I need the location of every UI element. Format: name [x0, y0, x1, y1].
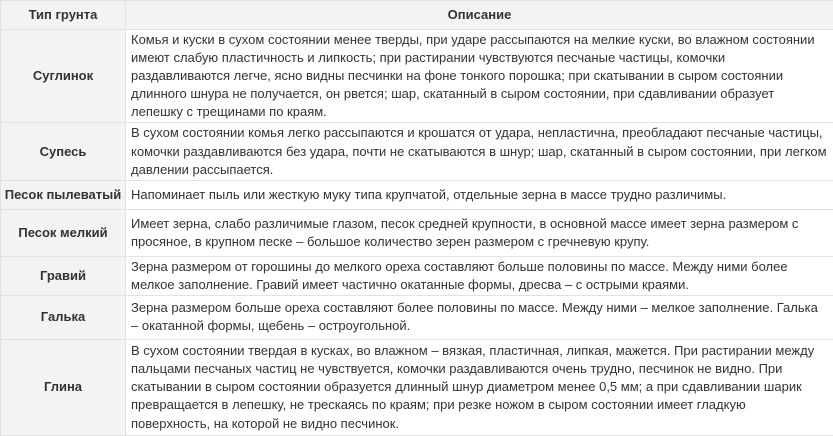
- soil-type-cell: Гравий: [1, 256, 126, 295]
- table-row: [1, 209, 833, 256]
- description-cell: Зерна размером больше ореха составляют более половины по массе. Между ними – мелкое заполнение. Галька – окатанной формы, щебень – остроугольной.: [126, 295, 833, 339]
- description-cell: В сухом состоянии твердая в кусках, во влажном – вязкая, пластичная, липкая, мажется. При растирании между пальцами песчаных частиц не чувствуется, комочки раздавливаются очень трудно, песчинок не видно. При скатывании в сыром состоянии образуется длинный шнур диаметром менее 0,5 мм; а при сдавливании шарик превращается в лепешку, не трескаясь по краям; при резке ножом в сыром состоянии имеет гладкую поверхность, на которой не видно песчинок.: [126, 339, 833, 435]
- soil-type-cell: Песок пылеватый: [1, 180, 126, 209]
- description-cell: Комья и куски в сухом состоянии менее тверды, при ударе рассыпаются на мелкие куски, во влажном состоянии имеют слабую пластичность и липкость; при растирании чувствуются песчаные частицы, комочки раздавливаются легче, ясно видны песчинки на фоне тонкого порошка; при скатывании в сыром состоянии длинного шнура не получается, он рвется; шар, скатанный в сыром состоянии, при сдавливании образует лепешку с трещинами по краям.: [126, 30, 833, 123]
- soil-type-cell: Супесь: [1, 123, 126, 180]
- table-row: [1, 295, 833, 339]
- description-cell: В сухом состоянии комья легко рассыпаются и крошатся от удара, непластична, преобладают песчаные частицы, комочки раздавливаются без удара, почти не скатываются в шнур; шар, скатанный в сыром состоянии, при легком давлении рассыпается.: [126, 123, 833, 180]
- header-description: Описание: [126, 1, 833, 30]
- soil-type-cell: Глина: [1, 339, 126, 435]
- soil-type-cell: Галька: [1, 295, 126, 339]
- table-header-row: [1, 1, 833, 30]
- table-row: [1, 339, 833, 435]
- table-row: [1, 180, 833, 209]
- table-row: [1, 30, 833, 123]
- description-cell: Имеет зерна, слабо различимые глазом, песок средней крупности, в основной массе имеет зерна размером с просяное, в крупном песке – большое количество зерен размером с гречневую крупу.: [126, 209, 833, 256]
- table-row: [1, 256, 833, 295]
- header-soil-type: Тип грунта: [1, 1, 126, 30]
- description-cell: Зерна размером от горошины до мелкого ореха составляют больше половины по массе. Между ними более мелкое заполнение. Гравий имеет частично окатанные формы, дресва – с острыми краями.: [126, 256, 833, 295]
- description-cell: Напоминает пыль или жесткую муку типа крупчатой, отдельные зерна в массе трудно различимы.: [126, 180, 833, 209]
- soil-type-cell: Суглинок: [1, 30, 126, 123]
- soil-type-cell: Песок мелкий: [1, 209, 126, 256]
- table-row: [1, 123, 833, 180]
